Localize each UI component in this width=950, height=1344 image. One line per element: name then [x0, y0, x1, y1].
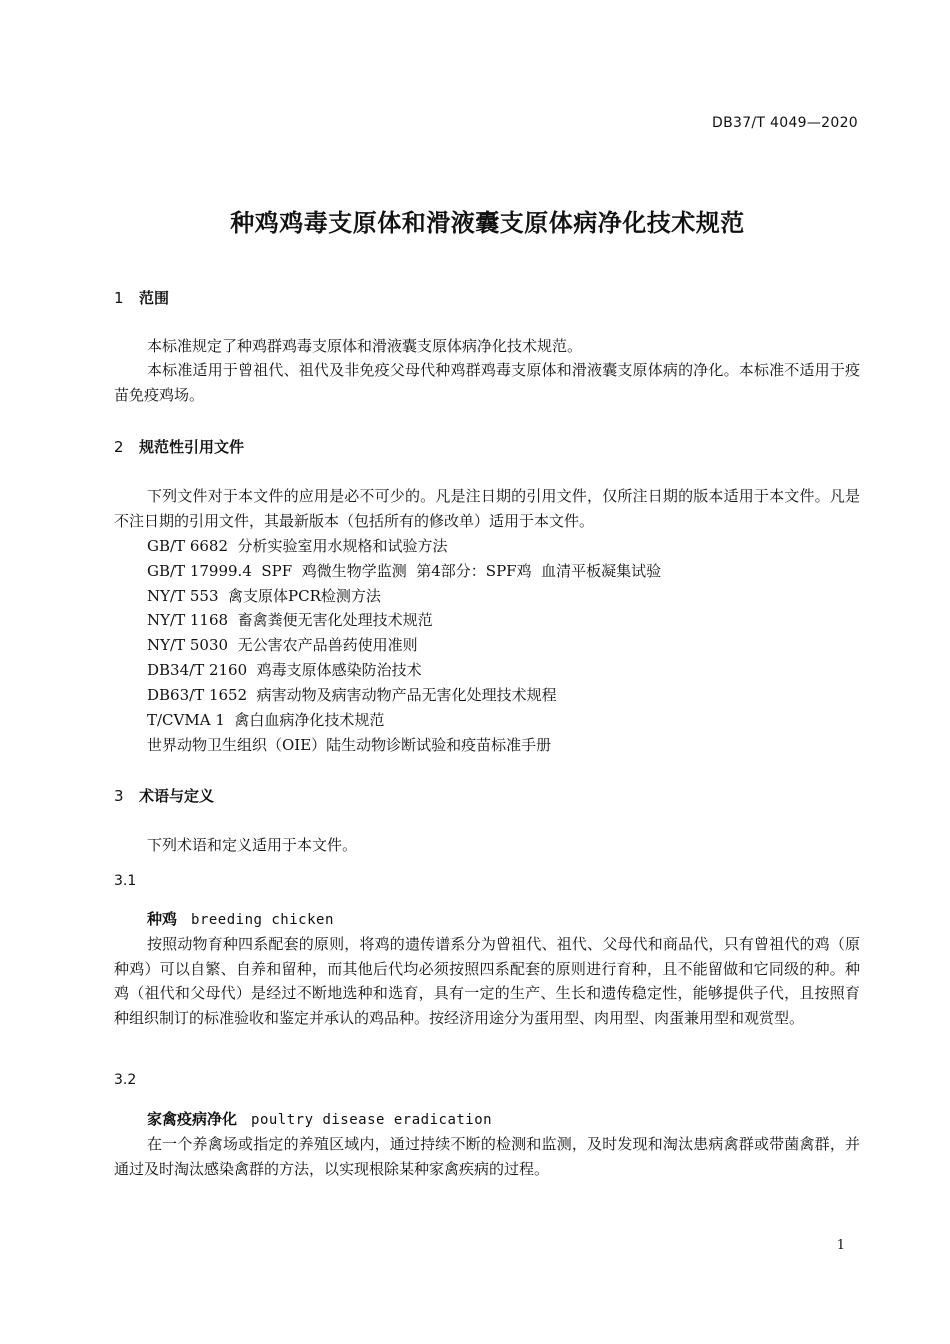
term-definition: 在一个养禽场或指定的养殖区域内，通过持续不断的检测和监测，及时发现和淘汰患病禽群或带菌禽群，并通过及时淘汰感染禽群的方法，以实现根除某种家禽疾病的过程。 [114, 1135, 860, 1178]
section-number: 3 [114, 787, 124, 805]
term-heading [147, 908, 334, 929]
reference-item: DB34/T 2160 鸡毒支原体感染防治技术 [147, 661, 422, 679]
reference-item: T/CVMA 1 禽白血病净化技术规范 [147, 711, 385, 729]
term-heading [147, 1108, 492, 1129]
section-1-paragraph-2: 本标准适用于曾祖代、祖代及非免疫父母代种鸡群鸡毒支原体和滑液囊支原体病的净化。本标准不适用于疫苗免疫鸡场。 [114, 361, 860, 404]
section-2-heading [114, 436, 244, 457]
reference-item: NY/T 1168 畜禽粪便无害化处理技术规范 [147, 611, 433, 629]
section-number: 1 [114, 289, 124, 307]
section-title: 规范性引用文件 [139, 438, 245, 456]
section-1-paragraph-1: 本标准规定了种鸡群鸡毒支原体和滑液囊支原体病净化技术规范。 [147, 337, 583, 355]
reference-item: GB/T 17999.4 SPF 鸡微生物学监测 第4部分：SPF鸡 血清平板凝集试验 [147, 562, 662, 580]
section-title: 范围 [139, 289, 170, 307]
section-3-heading [114, 785, 214, 806]
term-en: poultry disease eradication [251, 1112, 493, 1128]
standard-code: DB37/T 4049—2020 [712, 115, 858, 131]
term-en: breeding chicken [191, 912, 334, 928]
reference-item: NY/T 553 禽支原体PCR检测方法 [147, 587, 381, 605]
section-number: 2 [114, 438, 124, 456]
section-title: 术语与定义 [139, 787, 215, 805]
document-title: 种鸡鸡毒支原体和滑液囊支原体病净化技术规范 [230, 209, 745, 237]
term-zh: 家禽疫病净化 [147, 1110, 238, 1128]
term-definition: 按照动物育种四系配套的原则，将鸡的遗传谱系分为曾祖代、祖代、父母代和商品代，只有曾祖代的鸡（原种鸡）可以自繁、自养和留种，而其他后代均必须按照四系配套的原则进行育种，且不能留做和它同级的种。种鸡（祖代和父母代）是经过不断地选种和选育，具有一定的生产、生长和遗传稳定性，能够提供子代，且按照育种组织制订的标准验收和鉴定并承认的鸡品种。按经济用途分为蛋用型、肉用型、肉蛋兼用型和观赏型。 [114, 935, 860, 1027]
section-1-heading [114, 287, 169, 308]
reference-item: DB63/T 1652 病害动物及病害动物产品无害化处理技术规程 [147, 686, 557, 704]
term-number: 3.2 [114, 1072, 137, 1088]
section-2-intro: 下列文件对于本文件的应用是必不可少的。凡是注日期的引用文件，仅所注日期的版本适用于本文件。凡是不注日期的引用文件，其最新版本（包括所有的修改单）适用于本文件。 [114, 487, 860, 530]
reference-item: 世界动物卫生组织（OIE）陆生动物诊断试验和疫苗标准手册 [147, 736, 552, 754]
term-number: 3.1 [114, 873, 137, 889]
term-zh: 种鸡 [147, 910, 178, 928]
reference-item: GB/T 6682 分析实验室用水规格和试验方法 [147, 537, 448, 555]
section-3-intro: 下列术语和定义适用于本文件。 [147, 836, 358, 854]
page-number: 1 [836, 1238, 845, 1253]
reference-item: NY/T 5030 无公害农产品兽药使用准则 [147, 636, 418, 654]
